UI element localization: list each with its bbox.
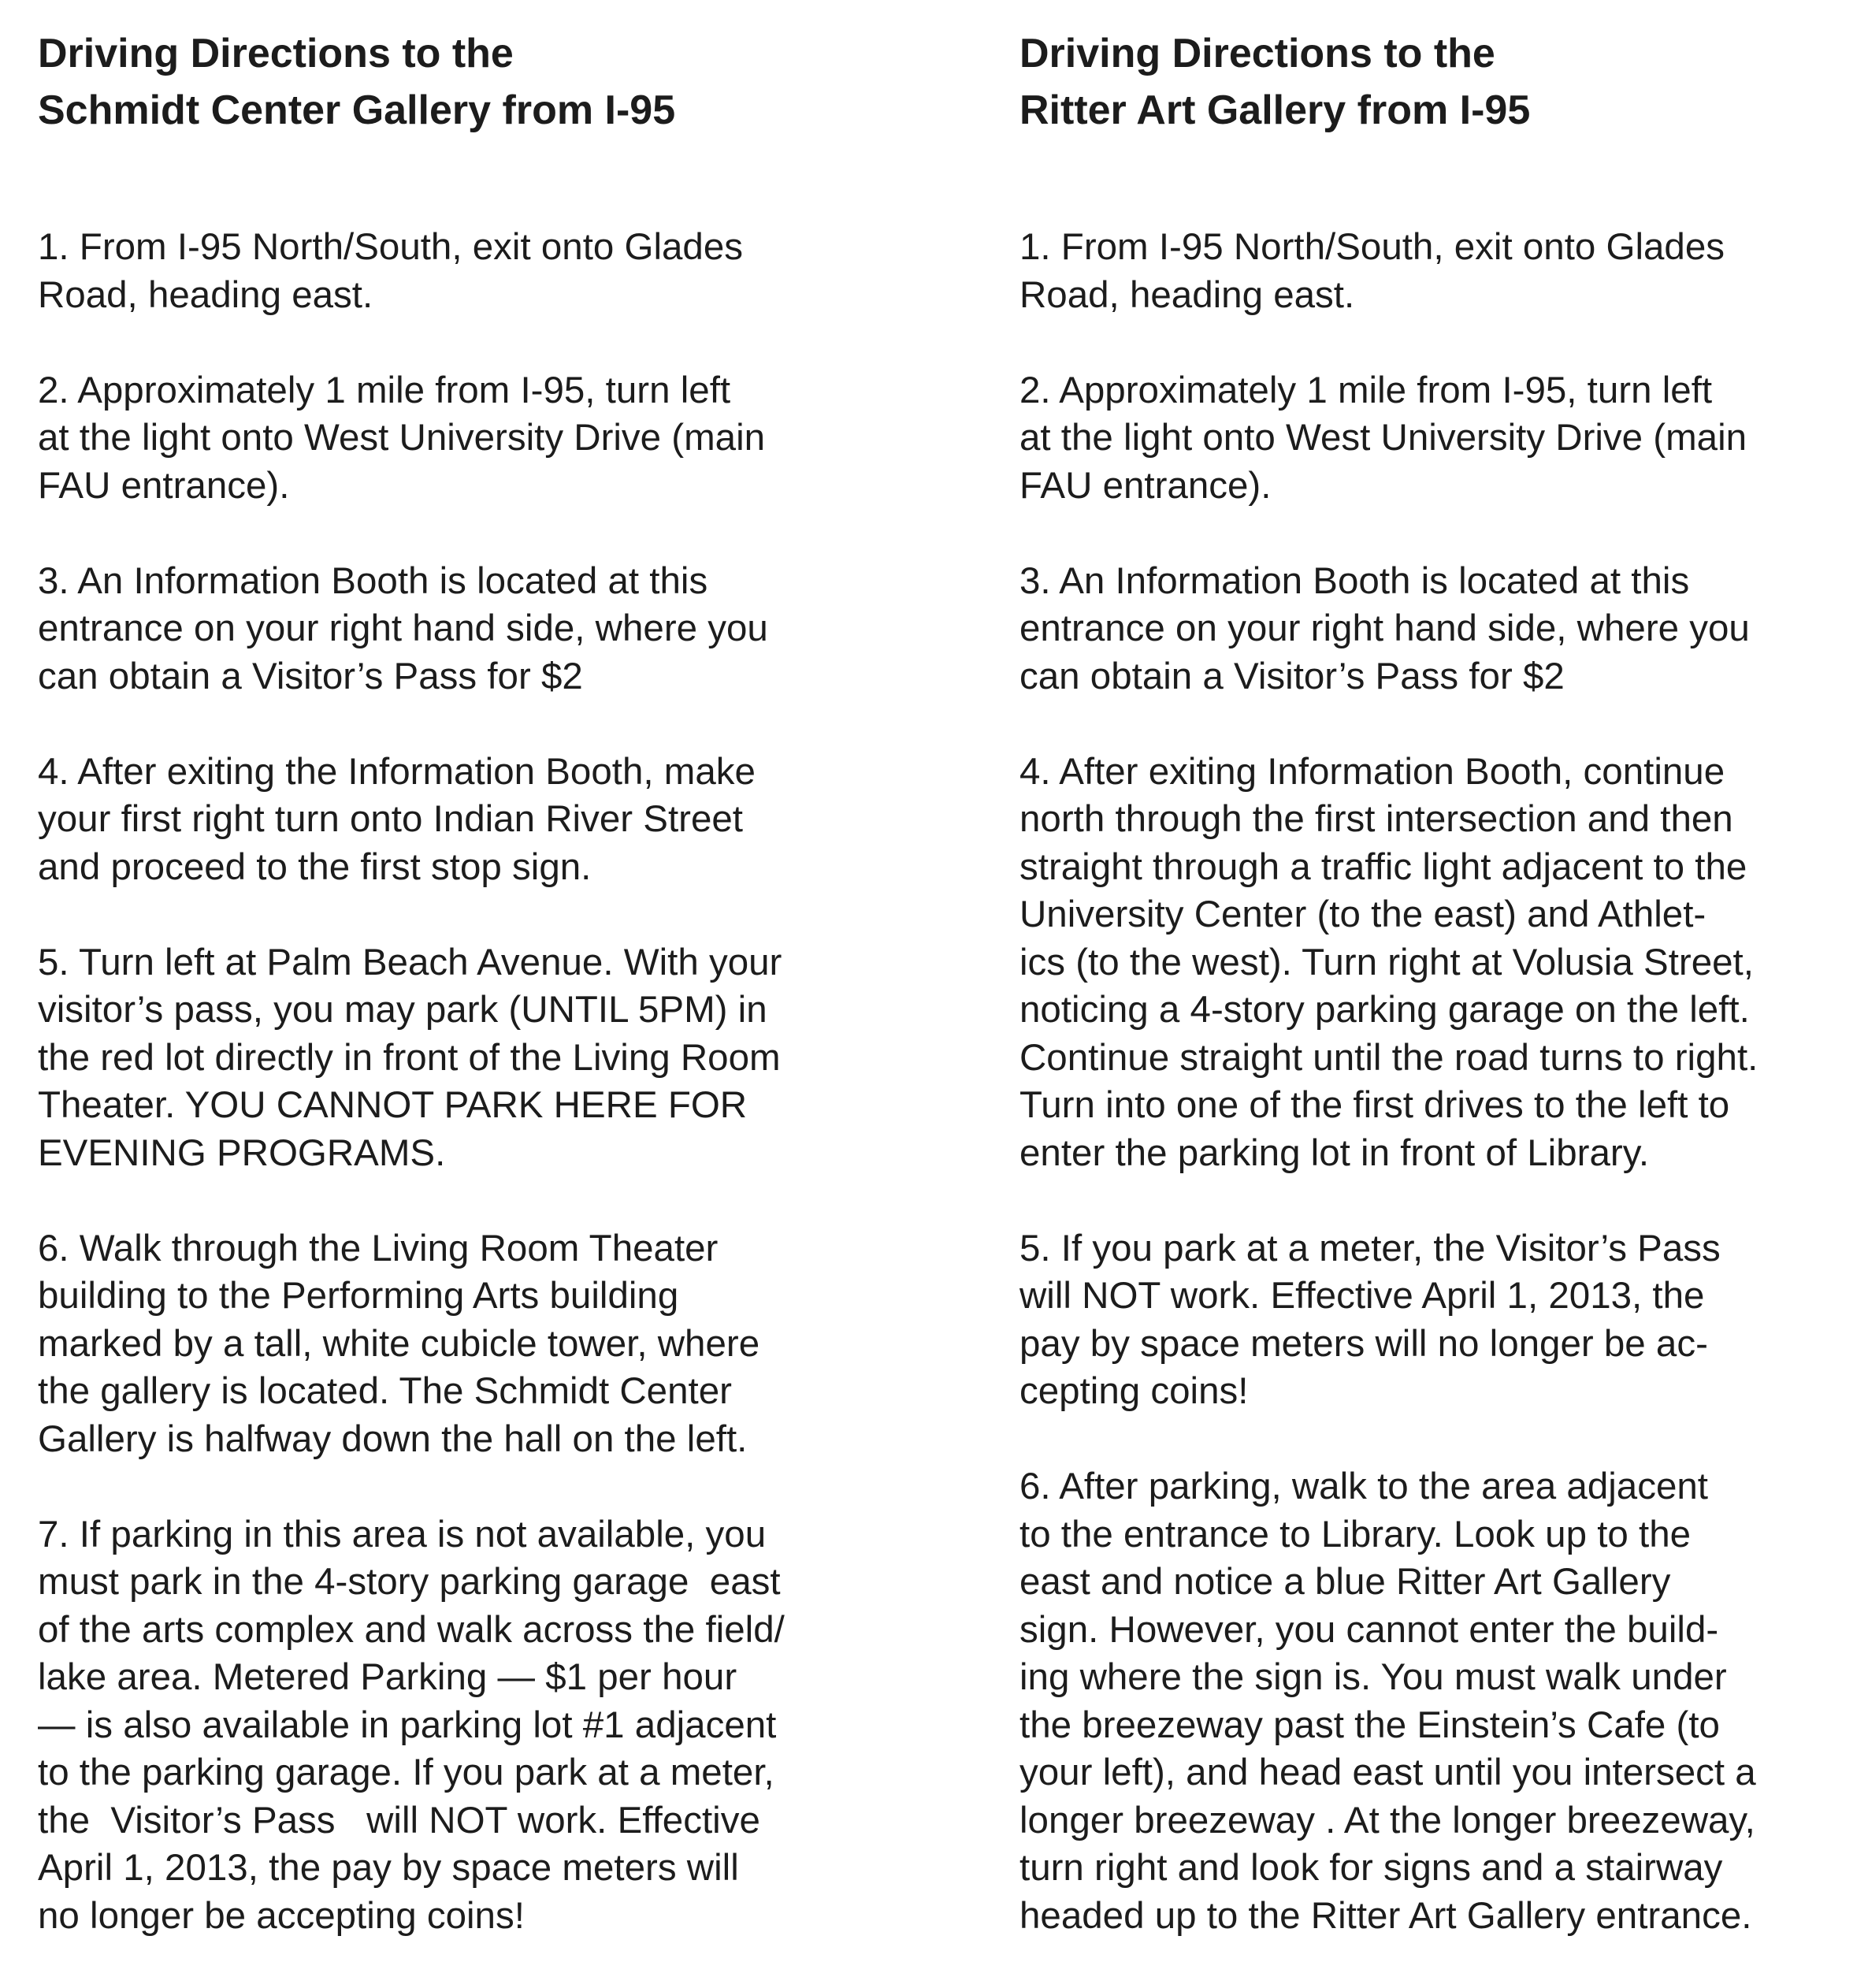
ritter-directions-title	[1019, 25, 1847, 139]
step-5	[38, 939, 865, 1178]
step-line: entrance on your right hand side, where you	[38, 608, 768, 649]
step-6	[1019, 1463, 1847, 1940]
step-line: 4. After exiting Information Booth, continue	[1019, 750, 1725, 793]
step-line: Road, heading east.	[38, 273, 373, 316]
step-line: sign. However, you cannot enter the build-	[1019, 1608, 1719, 1651]
title-line: Driving Directions to the	[38, 31, 514, 76]
step-line: the breezeway past the Einstein’s Cafe (to	[1019, 1704, 1720, 1746]
step-line: University Center (to the east) and Athlet-	[1019, 894, 1706, 935]
step-line: your first right turn onto Indian River Street	[38, 798, 743, 840]
step-7	[38, 1511, 865, 1941]
step-line: visitor’s pass, you may park (UNTIL 5PM) in	[38, 989, 767, 1031]
schmidt-directions-column	[38, 25, 865, 1988]
step-line: 6. Walk through the Living Room Theater	[38, 1227, 719, 1269]
step-line: at the light onto West University Drive (main	[38, 417, 766, 459]
step-line: noticing a 4-story parking garage on the left.	[1019, 989, 1750, 1031]
step-line: — is also available in parking lot #1 adjacent	[38, 1704, 777, 1746]
title-line: Driving Directions to the	[1019, 31, 1495, 76]
step-line: the Visitor’s Pass will NOT work. Effective	[38, 1799, 760, 1841]
step-line: enter the parking lot in front of Library.	[1019, 1131, 1650, 1174]
step-line: at the light onto West University Drive (main	[1019, 417, 1747, 459]
step-4	[1019, 749, 1847, 1178]
step-line: April 1, 2013, the pay by space meters will	[38, 1847, 739, 1889]
step-1	[1019, 224, 1847, 319]
step-line: will NOT work. Effective April 1, 2013, the	[1019, 1275, 1705, 1317]
step-line: EVENING PROGRAMS.	[38, 1131, 446, 1174]
step-6	[38, 1225, 865, 1464]
step-2	[1019, 367, 1847, 511]
step-line: entrance on your right hand side, where you	[1019, 608, 1750, 649]
step-1	[38, 224, 865, 319]
step-line: cepting coins!	[1019, 1370, 1249, 1412]
ritter-steps-list	[1019, 224, 1847, 1940]
step-line: building to the Performing Arts building	[38, 1275, 679, 1317]
step-line: 3. An Information Booth is located at this	[38, 559, 708, 602]
step-line: 3. An Information Booth is located at this	[1019, 559, 1690, 602]
step-line: north through the first intersection and then	[1019, 798, 1733, 840]
step-line: no longer be accepting coins!	[38, 1894, 525, 1937]
step-4	[38, 749, 865, 892]
step-line: can obtain a Visitor’s Pass for $2	[1019, 655, 1565, 697]
step-line: to the entrance to Library. Look up to the	[1019, 1513, 1692, 1555]
step-line: east and notice a blue Ritter Art Gallery	[1019, 1561, 1671, 1603]
step-5	[1019, 1225, 1847, 1416]
ritter-directions-column	[1019, 25, 1847, 1988]
step-line: longer breezeway . At the longer breezeway,	[1019, 1799, 1755, 1841]
step-line: 2. Approximately 1 mile from I-95, turn left	[1019, 369, 1713, 411]
step-line: must park in the 4-story parking garage east	[38, 1561, 781, 1603]
title-line: Schmidt Center Gallery from I-95	[38, 87, 676, 133]
step-line: 4. After exiting the Information Booth, make	[38, 750, 756, 793]
schmidt-steps-list	[38, 224, 865, 1940]
step-line: 5. Turn left at Palm Beach Avenue. With your	[38, 941, 782, 983]
schmidt-directions-title	[38, 25, 865, 139]
step-line: pay by space meters will no longer be ac-	[1019, 1322, 1708, 1365]
step-line: to the parking garage. If you park at a meter,	[38, 1752, 774, 1793]
step-line: 2. Approximately 1 mile from I-95, turn left	[38, 369, 731, 411]
step-line: headed up to the Ritter Art Gallery entrance.	[1019, 1894, 1752, 1937]
step-line: Road, heading east.	[1019, 273, 1355, 316]
step-line: FAU entrance).	[1019, 464, 1272, 507]
step-line: turn right and look for signs and a stairway	[1019, 1847, 1723, 1889]
step-line: of the arts complex and walk across the field/	[38, 1608, 785, 1651]
step-line: 6. After parking, walk to the area adjacent	[1019, 1466, 1708, 1507]
step-line: your left), and head east until you intersect a	[1019, 1752, 1756, 1793]
step-line: Gallery is halfway down the hall on the left.	[38, 1418, 748, 1460]
step-3	[1019, 558, 1847, 701]
title-line: Ritter Art Gallery from I-95	[1019, 87, 1531, 133]
step-line: can obtain a Visitor’s Pass for $2	[38, 655, 583, 697]
step-line: Continue straight until the road turns to right.	[1019, 1036, 1758, 1079]
step-line: 5. If you park at a meter, the Visitor’s Pass	[1019, 1227, 1721, 1269]
step-line: straight through a traffic light adjacent to the	[1019, 845, 1747, 888]
step-line: ing where the sign is. You must walk under	[1019, 1656, 1727, 1698]
step-line: lake area. Metered Parking — $1 per hour	[38, 1656, 737, 1698]
step-2	[38, 367, 865, 511]
step-line: 1. From I-95 North/South, exit onto Glades	[1019, 226, 1725, 268]
step-3	[38, 558, 865, 701]
step-line: FAU entrance).	[38, 464, 290, 507]
step-line: 1. From I-95 North/South, exit onto Glades	[38, 226, 744, 268]
step-line: Turn into one of the first drives to the left to	[1019, 1084, 1730, 1126]
step-line: marked by a tall, white cubicle tower, where	[38, 1322, 760, 1365]
step-line: the red lot directly in front of the Living Room	[38, 1036, 781, 1079]
step-line: Theater. YOU CANNOT PARK HERE FOR	[38, 1084, 748, 1126]
step-line: the gallery is located. The Schmidt Center	[38, 1370, 732, 1412]
step-line: 7. If parking in this area is not available, you	[38, 1513, 767, 1555]
step-line: and proceed to the first stop sign.	[38, 845, 592, 888]
step-line: ics (to the west). Turn right at Volusia Street,	[1019, 941, 1754, 983]
